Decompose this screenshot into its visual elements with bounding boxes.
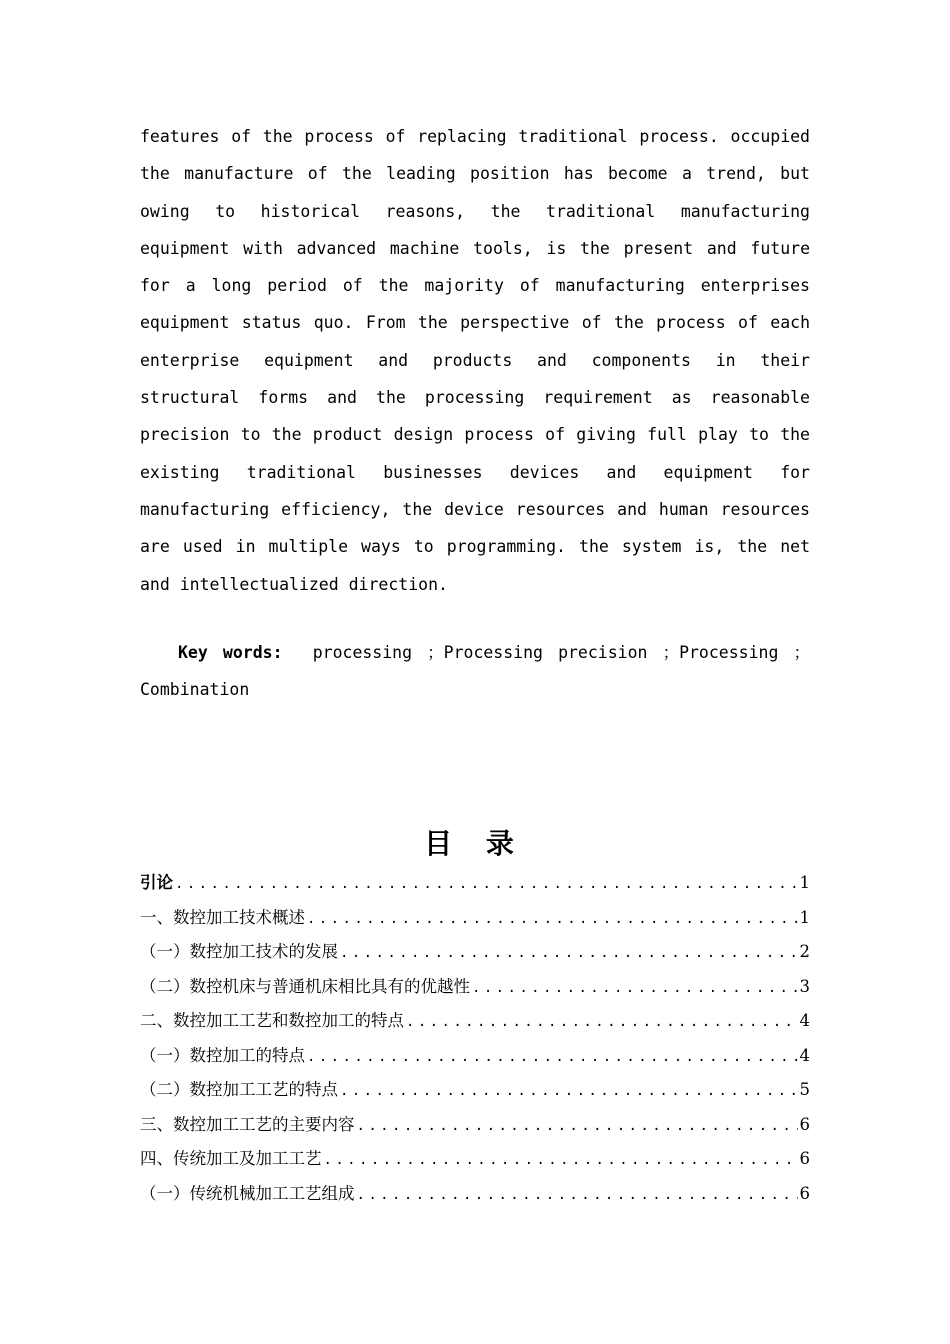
toc-leader-dots [357,1109,798,1143]
table-of-contents [140,866,810,1211]
toc-entry-text: 一、数控加工技术概述 [140,907,305,927]
toc-entry-text: （一）数控加工的特点 [140,1045,305,1065]
keywords-text: processing ；Processing precision ；Processing ；Combination [140,643,811,700]
toc-entry-text: （二）数控机床与普通机床相比具有的优越性 [140,976,470,996]
keywords-label: Key words: [178,643,283,662]
toc-entry-page: 1 [799,907,810,927]
toc-entry[interactable] [140,935,810,970]
toc-entry-text: 引论 [140,873,173,892]
toc-leader-dots [307,902,798,936]
toc-title: 目 录 [424,827,526,860]
toc-leader-dots [307,1040,798,1074]
toc-entry-page: 1 [799,873,810,892]
toc-entry-text: 四、传统加工及加工工艺 [140,1149,322,1168]
toc-entry[interactable] [140,1004,810,1039]
toc-entry[interactable] [140,901,810,936]
toc-entry-text: 三、数控加工工艺的主要内容 [140,1114,355,1134]
toc-entry-page: 4 [799,1045,810,1065]
keywords-paragraph [140,634,810,709]
toc-leader-dots [357,1178,798,1212]
toc-entry-page: 2 [799,942,810,961]
toc-leader-dots [340,936,798,970]
toc-leader-dots [406,1005,798,1039]
toc-entry-text: （二）数控加工工艺的特点 [140,1080,338,1099]
toc-entry[interactable] [140,1177,810,1212]
toc-leader-dots [175,867,798,901]
toc-leader-dots [324,1143,798,1177]
toc-entry-page: 4 [799,1011,810,1030]
toc-entry[interactable] [140,970,810,1005]
toc-entry-page: 6 [799,1183,810,1203]
toc-entry[interactable] [140,1039,810,1074]
toc-entry[interactable] [140,1108,810,1143]
toc-entry[interactable] [140,866,810,901]
toc-entry-text: （一）数控加工技术的发展 [140,942,338,961]
toc-entry[interactable] [140,1073,810,1108]
toc-entry-page: 5 [799,1080,810,1099]
toc-entry-page: 6 [799,1149,810,1168]
toc-entry-page: 6 [799,1114,810,1134]
toc-leader-dots [472,971,798,1005]
toc-leader-dots [340,1074,798,1108]
toc-entry-text: （一）传统机械加工工艺组成 [140,1183,355,1203]
toc-entry-text: 二、数控加工工艺和数控加工的特点 [140,1011,404,1030]
abstract-paragraph: features of the process of replacing traditional process. occupied the manufacture of the leading position has become a trend, but owing to historical reasons, the traditional manufacturing equipment with advanced machine tools, is the present and future for a long period of the majority of manufacturing enterprises equipment status quo. From the perspective of the process of each enterprise equipment and products and components in their structural forms and the processing requirement as reasonable precision to the product design process of giving full play to the existing traditional businesses devices and equipment for manufacturing efficiency, the device resources and human resources are used in multiple ways to programming. the system is, the net and intellectualized direction. [140,127,810,594]
toc-entry-page: 3 [799,976,810,996]
toc-entry[interactable] [140,1142,810,1177]
